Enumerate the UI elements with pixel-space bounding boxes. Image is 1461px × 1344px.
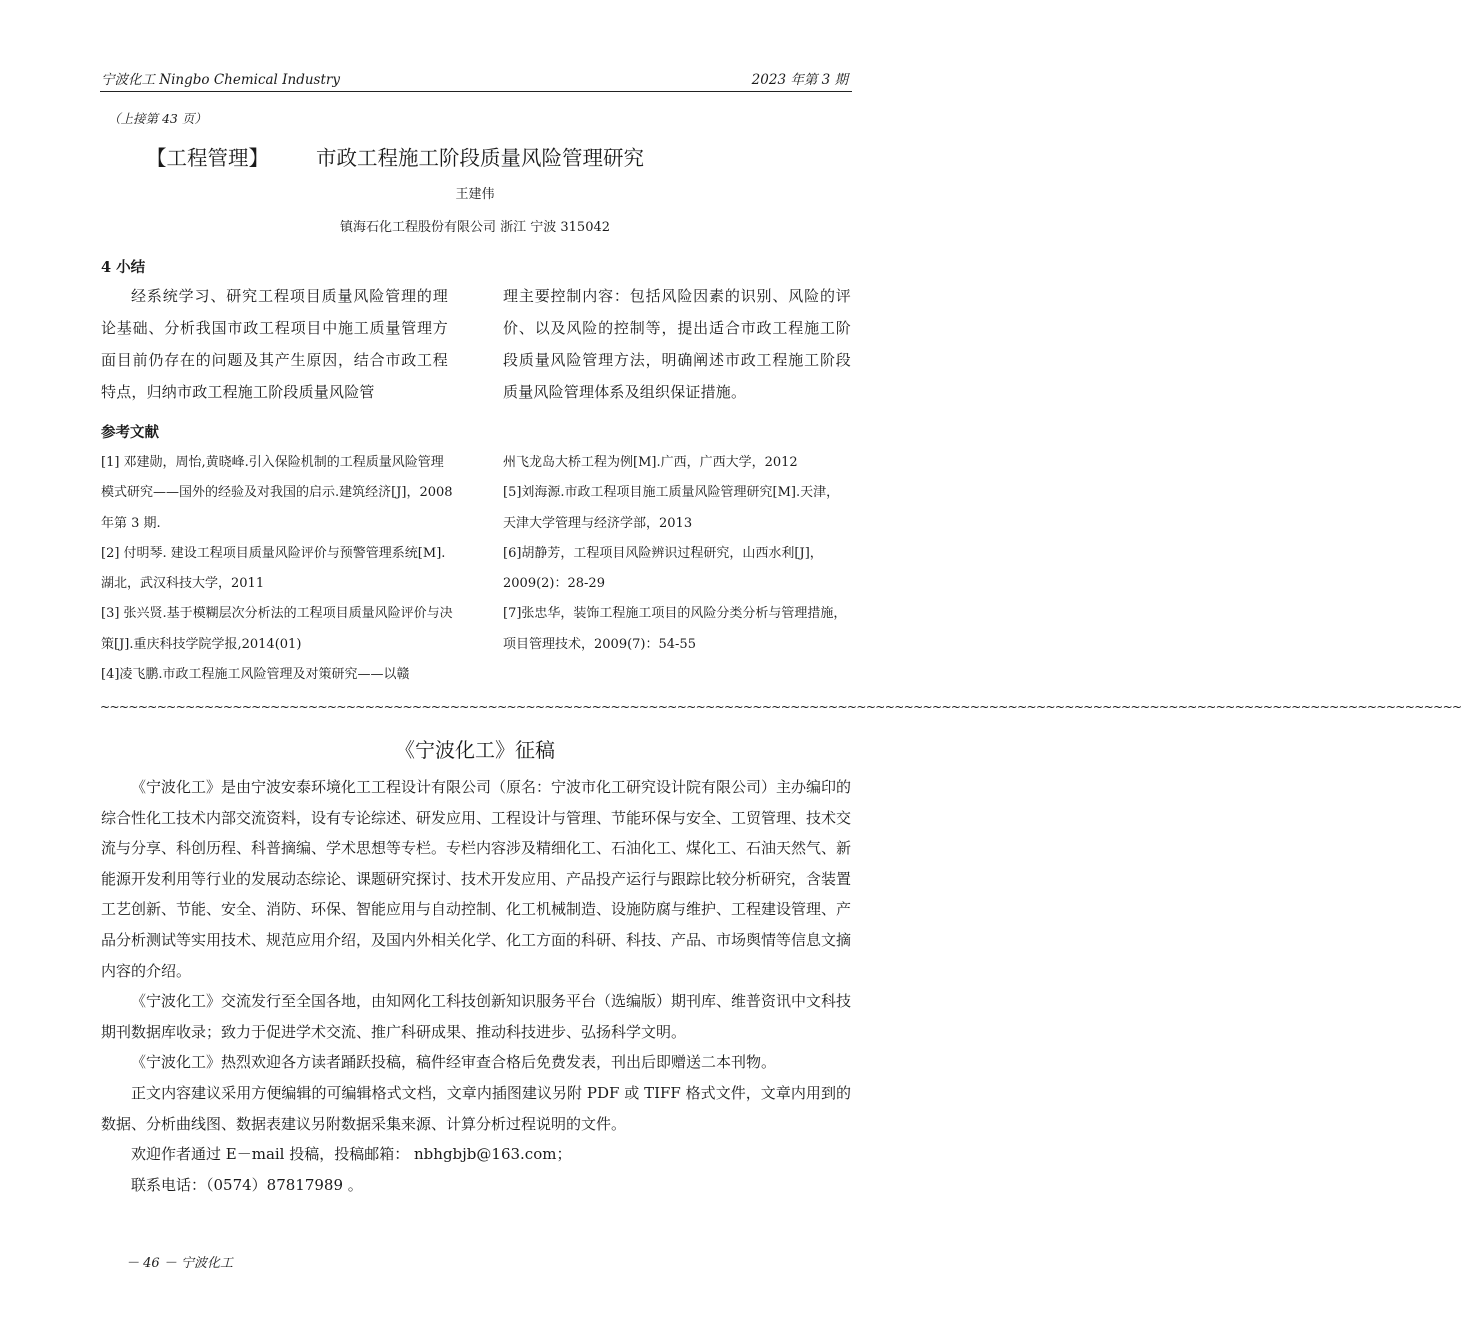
header-rule [100,91,852,92]
conclusion-right-column: 理主要控制内容：包括风险因素的识别、风险的评价、以及风险的控制等，提出适合市政工程施工阶段质量风险管理方法，明确阐述市政工程施工阶段质量风险管理体系及组织保证措施。 [503,287,851,401]
reference-item: [6]胡静芳，工程项目风险辨识过程研究，山西水利[J]，2009(2)：28-29 [503,545,823,592]
reference-item: [4]凌飞鹏.市政工程施工风险管理及对策研究——以赣 [101,667,410,683]
article-title-line [146,141,644,171]
reference-item: [7]张忠华，装饰工程施工项目的风险分类分析与管理措施，项目管理技术，2009(7)：54-55 [503,606,847,652]
author: 王建伟 [455,187,495,202]
announcement-paragraph: 《宁波化工》热烈欢迎各方读者踊跃投稿，稿件经审查合格后免费发表，刊出后即赠送二本刊物。 [131,1053,777,1072]
page-footer: － 46 － 宁波化工 [126,1256,233,1271]
running-header-issue: 2023 年第 3 期 [751,72,848,88]
references-left-column [101,448,453,690]
announcement-paragraph: 《宁波化工》交流发行至全国各地，由知网化工科技创新知识服务平台（选编版）期刊库、维普资讯中文科技期刊数据库收录；致力于促进学术交流、推广科研成果、推动科技进步、弘扬科学文明。 [101,992,852,1041]
references-heading: 参考文献 [101,424,159,441]
continued-from-note: （上接第 43 页） [108,111,207,126]
reference-item: [1] 邓建勋，周怡,黄晓峰.引入保险机制的工程质量风险管理模式研究——国外的经验及对我国的启示.建筑经济[J]，2008 年第 3 期. [101,455,453,531]
announcement-email: 欢迎作者通过 E－mail 投稿，投稿邮箱： nbhgbjb@163.com； [131,1145,572,1164]
reference-item: [2] 付明琴. 建设工程项目质量风险评价与预警管理系统[M].湖北，武汉科技大学，2011 [101,545,446,592]
reference-item: 州飞龙岛大桥工程为例[M].广西，广西大学，2012 [503,455,798,470]
conclusion-left-column: 经系统学习、研究工程项目质量风险管理的理论基础、分析我国市政工程项目中施工质量管理方面目前仍存在的问题及其产生原因，结合市政工程特点，归纳市政工程施工阶段质量风险管 [101,287,448,401]
column-label: 【工程管理】 [146,146,269,170]
announcement-paragraph: 正文内容建议采用方便编辑的可编辑格式文档，文章内插图建议另附 PDF 或 TIFF 格式文件，文章内用到的数据、分析曲线图、数据表建议另附数据采集来源、计算分析过程说明的文件。 [101,1083,851,1133]
references-right-column [503,448,851,660]
article-title: 市政工程施工阶段质量风险管理研究 [316,146,644,170]
reference-item: [5]刘海源.市政工程项目施工质量风险管理研究[M].天津，天津大学管理与经济学部，2013 [503,485,840,531]
running-header-journal: 宁波化工 Ningbo Chemical Industry [101,72,340,88]
announcement-body [101,772,851,1200]
announcement-title: 《宁波化工》征稿 [395,738,555,762]
affiliation: 镇海石化工程股份有限公司 浙江 宁波 315042 [339,220,611,235]
section-heading: 4 小结 [101,259,146,276]
reference-item: [3] 张兴贤.基于模糊层次分析法的工程项目质量风险评价与决策[J].重庆科技学院学报,2014(01) [101,606,453,652]
announcement-paragraph: 《宁波化工》是由宁波安泰环境化工工程设计有限公司（原名：宁波市化工研究设计院有限公司）主办编印的综合性化工技术内部交流资料，设有专论综述、研发应用、工程设计与管理、节能环保与安全、工贸管理、技术交流与分享、科创历程、科普摘编、学术思想等专栏。专栏内容涉及精细化工、石油化工、煤化工、石油天然气、新能源开发利用等行业的发展动态综论、课题研究探讨、技术开发应用、产品投产运行与跟踪比较分析研究，含装置工艺创新、节能、安全、消防、环保、智能应用与自动控制、化工机械制造、设施防腐与维护、工程建设管理、产品分析测试等实用技术、规范应用介绍，及国内外相关化学、化工方面的科研、科技、产品、市场舆情等信息文摘内容的介绍。 [101,778,852,980]
announcement-phone: 联系电话：（0574）87817989 。 [131,1175,363,1194]
wavy-separator: ~~~~~~~~~~~~~~~~~~~~~~~~~~~~~~~~~~~~~~~~~~~~~~~~~~~~~~~~~~~~~~~~~~~~~~~~~~~~~~~~~~~~~~~~~~~~~~~~~~~~~~~~~~~~~~~~~~~~~~~~~~~~~~~~~~~~~~~~~~~~~~~~ [100,700,1461,714]
